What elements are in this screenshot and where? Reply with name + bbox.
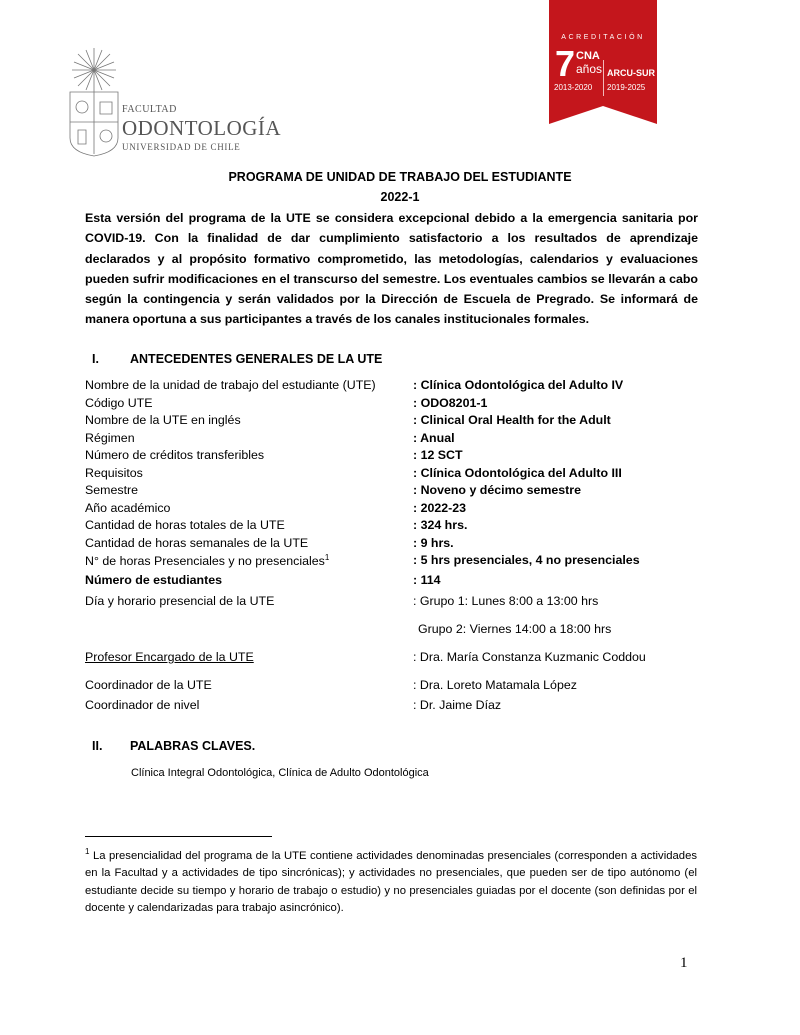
info-label: Día y horario presencial de la UTE bbox=[85, 594, 275, 608]
info-value: : Dr. Jaime Díaz bbox=[413, 698, 502, 712]
accreditation-years-number: 7 bbox=[555, 43, 576, 84]
accreditation-divider bbox=[603, 60, 604, 96]
info-value: : ODO8201-1 bbox=[413, 395, 488, 410]
accreditation-years-word: años bbox=[576, 62, 603, 76]
university-crest-icon bbox=[66, 46, 122, 158]
info-row-regime bbox=[85, 431, 695, 449]
section-number: I. bbox=[92, 352, 99, 366]
accreditation-badge bbox=[549, 0, 657, 124]
info-row-english-name bbox=[85, 413, 695, 431]
info-value: : Dra. María Constanza Kuzmanic Coddou bbox=[413, 650, 646, 664]
accreditation-cna-period: 2013-2020 bbox=[554, 83, 593, 92]
info-value: : 324 hrs. bbox=[413, 518, 468, 532]
info-row-requirements bbox=[85, 466, 695, 484]
info-value: : Noveno y décimo semestre bbox=[413, 483, 582, 497]
info-row-academic-year bbox=[85, 501, 695, 519]
section-title: ANTECEDENTES GENERALES DE LA UTE bbox=[130, 352, 383, 366]
info-label: Número de estudiantes bbox=[85, 573, 223, 587]
info-label: Semestre bbox=[85, 483, 139, 497]
info-label: Coordinador de nivel bbox=[85, 698, 200, 712]
info-label: Requisitos bbox=[85, 465, 143, 480]
logo-faculty-label: FACULTAD bbox=[122, 104, 177, 115]
info-label: Régimen bbox=[85, 430, 135, 445]
document-title: PROGRAMA DE UNIDAD DE TRABAJO DEL ESTUDIANTE bbox=[228, 170, 572, 184]
info-label: Nombre de la unidad de trabajo del estudiante (UTE) bbox=[85, 378, 376, 392]
keywords-text: Clínica Integral Odontológica, Clínica de Adulto Odontológica bbox=[131, 767, 429, 779]
info-row-presential-hours bbox=[85, 553, 695, 571]
info-value: : Grupo 1: Lunes 8:00 a 13:00 hrs bbox=[413, 594, 599, 608]
info-row-schedule bbox=[85, 594, 695, 612]
info-row-name bbox=[85, 378, 695, 396]
footnote-reference: 1 bbox=[324, 553, 330, 562]
accreditation-label: ACREDITACIÓN bbox=[561, 34, 645, 41]
info-label: Código UTE bbox=[85, 395, 153, 410]
info-label: Año académico bbox=[85, 500, 171, 515]
info-value: : 12 SCT bbox=[413, 448, 463, 462]
info-value: Grupo 2: Viernes 14:00 a 18:00 hrs bbox=[418, 622, 612, 636]
info-label: Profesor Encargado de la UTE bbox=[85, 650, 254, 664]
info-label: Cantidad de horas semanales de la UTE bbox=[85, 535, 309, 550]
info-value: : 2022-23 bbox=[413, 500, 467, 515]
info-value: : Clinical Oral Health for the Adult bbox=[413, 413, 611, 427]
info-row-weekly-hours bbox=[85, 536, 695, 554]
accreditation-arcu-period: 2019-2025 bbox=[607, 83, 646, 92]
info-value: : Clínica Odontológica del Adulto IV bbox=[413, 378, 624, 392]
accreditation-arcu: ARCU-SUR bbox=[607, 68, 655, 78]
section-number: II. bbox=[92, 739, 103, 753]
info-row-total-hours bbox=[85, 518, 695, 536]
info-value: : 9 hrs. bbox=[413, 535, 454, 550]
info-value: : 5 hrs presenciales, 4 no presenciales bbox=[413, 553, 640, 567]
info-row-professor bbox=[85, 650, 695, 668]
info-value: : Clínica Odontológica del Adulto III bbox=[413, 465, 622, 480]
info-label: Nombre de la UTE en inglés bbox=[85, 413, 241, 427]
accreditation-cna: CNA bbox=[576, 50, 600, 62]
info-value: : Anual bbox=[413, 430, 455, 445]
info-row-code bbox=[85, 396, 695, 414]
info-row-students bbox=[85, 573, 695, 591]
info-label: Coordinador de la UTE bbox=[85, 678, 212, 692]
logo-faculty-name: ODONTOLOGÍA bbox=[122, 116, 282, 140]
page-number: 1 bbox=[680, 955, 688, 971]
logo-university-name: UNIVERSIDAD DE CHILE bbox=[122, 142, 241, 152]
info-row-semester bbox=[85, 483, 695, 501]
info-value: : Dra. Loreto Matamala López bbox=[413, 678, 577, 692]
faculty-logo bbox=[66, 46, 282, 158]
intro-paragraph: Esta versión del programa de la UTE se considera excepcional debido a la emergencia sanitaria por COVID-19. Con la finalidad de dar cumplimiento satisfactorio a los resultados de aprendizaje declarados y al propósito formativo comprometido, las metodologías, calendarios y evaluaciones pueden sufrir modificaciones en el transcurso del semestre. Los eventuales cambios se llevarán a cabo según la contingencia y serán validados por la Dirección de Escuela de Pregrado. Se informará de manera oportuna a sus participantes a través de los canales institucionales formales. bbox=[85, 211, 698, 327]
info-row-level-coordinator bbox=[85, 698, 695, 716]
info-label: Número de créditos transferibles bbox=[85, 448, 265, 462]
footnote-text: La presencialidad del programa de la UTE contiene actividades denominadas presenciales (corresponden a actividades en la Facultad y a actividades de tipo sincrónicas); y actividades no presenciales, que pueden ser de tipo autónomo (el estudiante decide su tiempo y horario de trabajo o estudio) y no presenciales guiadas por el docente (son definidas por el docente y calendarizadas para trabajo asincrónico). bbox=[85, 849, 697, 915]
info-label: Cantidad de horas totales de la UTE bbox=[85, 518, 285, 532]
footnote bbox=[85, 843, 697, 918]
info-row-schedule-group2 bbox=[85, 622, 695, 640]
info-label bbox=[85, 553, 329, 568]
footnote-separator bbox=[85, 836, 272, 837]
info-label-text: N° de horas Presenciales y no presenciales bbox=[85, 554, 325, 569]
document-year: 2022-1 bbox=[380, 190, 420, 204]
info-row-credits bbox=[85, 448, 695, 466]
info-row-coordinator bbox=[85, 678, 695, 696]
section-title: PALABRAS CLAVES. bbox=[130, 739, 256, 753]
footnote-marker: 1 bbox=[85, 847, 90, 856]
info-value: : 114 bbox=[413, 573, 441, 587]
